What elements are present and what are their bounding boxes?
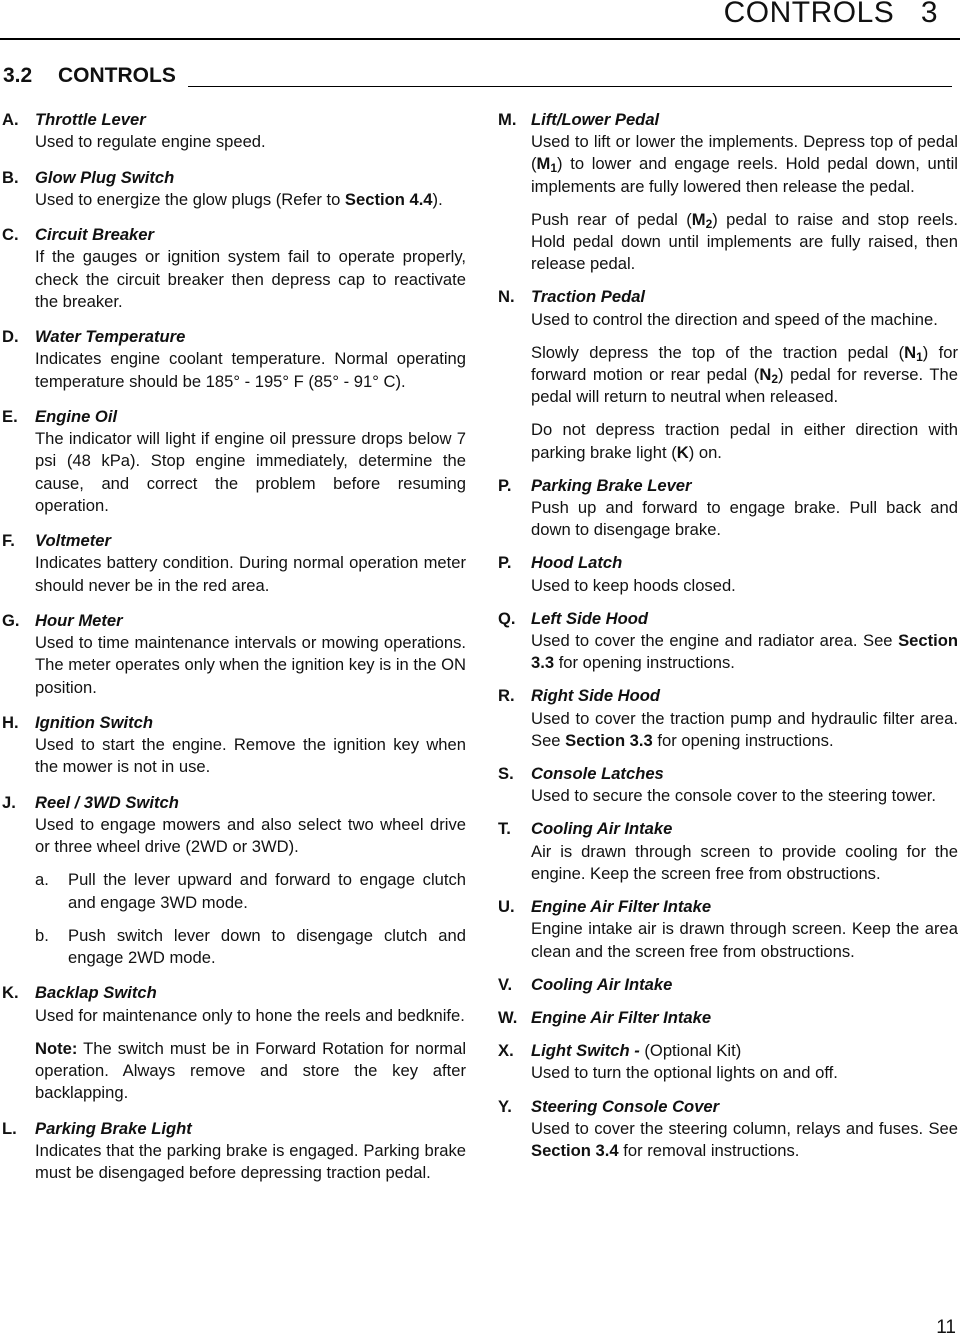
symbol-subscript: 1	[916, 349, 923, 364]
item-title: Engine Air Filter Intake	[531, 1007, 712, 1027]
item-letter: E.	[2, 406, 18, 426]
item-title: Light Switch -	[531, 1041, 640, 1061]
item-description: The indicator will light if engine oil pressure drops below 7 psi (48 kPa). Stop engine immediately, determine the cause, and correct the problem before resuming operation.	[35, 429, 466, 515]
item-letter: C.	[2, 225, 19, 245]
item-title: Ignition Switch	[35, 712, 153, 732]
control-item-backlap-switch	[0, 982, 466, 1104]
page-number: 11	[936, 1317, 956, 1338]
item-letter: P.	[498, 553, 512, 573]
item-title: Parking Brake Lever	[531, 475, 692, 495]
item-description: Used to regulate engine speed.	[35, 132, 266, 152]
pedal-symbol	[759, 365, 779, 387]
note-text: The switch must be in Forward Rotation for normal operation. Always remove and store the key after backlapping.	[35, 1038, 466, 1103]
description-text: ).	[432, 189, 443, 209]
item-letter: H.	[2, 712, 19, 732]
note-label: Note:	[35, 1038, 78, 1058]
item-letter: N.	[498, 287, 515, 307]
left-column	[0, 109, 466, 1197]
item-title: Circuit Breaker	[35, 225, 154, 245]
item-title: Glow Plug Switch	[35, 167, 175, 187]
item-title: Console Latches	[531, 764, 664, 784]
item-letter: Q.	[498, 608, 516, 628]
control-item-traction-pedal	[496, 286, 958, 463]
item-description: Used for maintenance only to hone the reels and bedknife.	[35, 1005, 465, 1025]
item-title: Left Side Hood	[531, 608, 649, 628]
item-description: Indicates battery condition. During normal operation meter should never be in the red area.	[35, 553, 466, 595]
item-title: Voltmeter	[35, 531, 111, 551]
item-letter: Y.	[498, 1096, 512, 1116]
pedal-symbol	[692, 210, 713, 229]
sub-step-b	[35, 925, 466, 969]
control-item-cooling-air-intake-v	[496, 974, 958, 996]
header-rule	[0, 38, 960, 40]
item-letter: D.	[2, 327, 19, 347]
symbol-letter: N	[904, 342, 917, 362]
item-title: Water Temperature	[35, 327, 186, 347]
item-description: Used to engage mowers and also select two wheel drive or three wheel drive (2WD or 3WD).	[35, 814, 466, 857]
description-text: Used to cover the traction pump and hydraulic filter area. See	[531, 708, 958, 750]
section-reference: Section 3.3	[565, 730, 653, 750]
section-rule	[188, 86, 952, 87]
description-text: for opening instructions.	[652, 730, 834, 750]
control-item-engine-oil	[0, 406, 466, 517]
right-column	[496, 109, 958, 1173]
item-title: Throttle Lever	[35, 110, 146, 129]
item-title-suffix: (Optional Kit)	[639, 1041, 742, 1061]
item-letter: F.	[2, 531, 15, 551]
description-text: Push rear of pedal (	[531, 209, 692, 229]
item-letter: X.	[498, 1041, 514, 1061]
control-item-hour-meter	[0, 610, 466, 699]
section-number: 3.2	[3, 64, 33, 87]
item-letter: A.	[2, 110, 19, 129]
control-item-console-latches	[496, 763, 958, 807]
item-letter: J.	[2, 792, 16, 812]
control-item-cooling-air-intake	[496, 818, 958, 885]
control-item-light-switch	[496, 1040, 958, 1084]
control-item-steering-console-cover	[496, 1096, 958, 1163]
item-description: Air is drawn through screen to provide cooling for the engine. Keep the screen free from obstructions.	[531, 841, 958, 883]
item-description	[531, 131, 958, 198]
description-text: Used to cover the engine and radiator area. See	[531, 631, 899, 651]
sub-step-text: Push switch lever down to disengage clutch and engage 2WD mode.	[68, 925, 466, 967]
control-item-water-temperature	[0, 326, 466, 393]
control-item-parking-brake-light	[0, 1118, 466, 1185]
item-title: Lift/Lower Pedal	[531, 110, 660, 129]
item-description: Indicates engine coolant temperature. Normal operating temperature should be 185° - 195° F (85° - 91° C).	[35, 349, 466, 391]
item-description: Used to control the direction and speed of the machine.	[531, 309, 938, 329]
section-heading	[0, 62, 960, 92]
item-title: Hour Meter	[35, 610, 123, 630]
item-title: Hood Latch	[531, 553, 623, 573]
item-description: Push up and forward to engage brake. Pull back and down to disengage brake.	[531, 498, 958, 540]
control-item-circuit-breaker	[0, 224, 466, 313]
item-title-line	[531, 1040, 958, 1062]
item-letter: B.	[2, 167, 19, 187]
control-item-parking-brake-lever	[496, 475, 958, 542]
item-description	[531, 342, 958, 409]
description-text: ) on.	[688, 442, 722, 462]
page-header	[0, 0, 960, 40]
symbol-subscript: 1	[550, 161, 558, 176]
control-item-lift-lower-pedal	[496, 109, 958, 275]
description-text: for removal instructions.	[618, 1140, 800, 1160]
item-description	[531, 419, 958, 463]
chapter-number: 3	[920, 0, 938, 29]
section-reference: Section 3.4	[531, 1140, 619, 1160]
item-title: Right Side Hood	[531, 686, 661, 706]
item-description	[531, 708, 958, 752]
item-letter: V.	[498, 974, 513, 994]
item-letter: G.	[2, 610, 20, 630]
description-text: ) to lower and engage reels. Hold pedal down, until implements are fully lowered then release the pedal.	[531, 154, 958, 196]
control-item-engine-air-filter-intake-w	[496, 1007, 958, 1029]
control-item-engine-air-filter-intake	[496, 896, 958, 963]
item-description	[531, 630, 958, 674]
chapter-title: CONTROLS	[723, 0, 895, 29]
item-title: Steering Console Cover	[531, 1096, 720, 1116]
item-description: Used to time maintenance intervals or mowing operations. The meter operates only when the ignition key is in the ON position.	[35, 633, 466, 697]
item-title: Parking Brake Light	[35, 1118, 192, 1138]
note-paragraph	[35, 1038, 466, 1105]
light-symbol: K	[676, 442, 689, 462]
item-description	[35, 189, 466, 211]
control-item-throttle-lever	[0, 109, 466, 153]
pedal-symbol	[904, 343, 923, 362]
item-description: Used to secure the console cover to the steering tower.	[531, 786, 936, 806]
symbol-letter: M	[536, 154, 551, 174]
item-letter: U.	[498, 897, 515, 917]
symbol-subscript: 2	[771, 372, 779, 387]
control-item-ignition-switch	[0, 712, 466, 779]
section-reference: Section 3.3	[531, 631, 958, 673]
control-item-left-side-hood	[496, 608, 958, 675]
item-description: Used to start the engine. Remove the ignition key when the mower is not in use.	[35, 735, 466, 777]
control-item-hood-latch	[496, 552, 958, 596]
section-reference: Section 4.4	[344, 189, 433, 209]
item-letter: K.	[2, 983, 19, 1003]
item-title: Backlap Switch	[35, 983, 157, 1003]
pedal-symbol	[536, 154, 558, 176]
sub-step-text: Pull the lever upward and forward to engage clutch and engage 3WD mode.	[68, 870, 466, 912]
control-item-reel-3wd-switch	[0, 792, 466, 969]
symbol-letter: N	[759, 365, 772, 385]
sub-step-a	[35, 869, 466, 913]
running-header	[724, 0, 938, 30]
sub-step-letter: a.	[35, 870, 49, 890]
item-title: Engine Oil	[35, 406, 118, 426]
control-item-glow-plug-switch	[0, 167, 466, 211]
description-text: Used to cover the steering column, relays and fuses. See	[531, 1118, 958, 1138]
item-title: Cooling Air Intake	[531, 974, 673, 994]
item-title: Traction Pedal	[531, 287, 646, 307]
control-item-right-side-hood	[496, 685, 958, 752]
item-letter: P.	[498, 475, 512, 495]
item-letter: R.	[498, 686, 515, 706]
description-text: Used to energize the glow plugs (Refer to	[35, 189, 345, 209]
item-title: Cooling Air Intake	[531, 819, 673, 839]
description-text: for opening instructions.	[554, 653, 735, 673]
item-letter: L.	[2, 1118, 17, 1138]
control-item-voltmeter	[0, 530, 466, 597]
symbol-letter: M	[691, 209, 706, 229]
item-letter: T.	[498, 819, 511, 839]
description-text: Slowly depress the top of the traction pedal (	[531, 342, 905, 362]
description-text: ) pedal to raise and stop reels. Hold pedal down until implements are fully raised, then release pedal.	[531, 209, 958, 274]
item-letter: M.	[498, 110, 517, 129]
item-description: Engine intake air is drawn through screen. Keep the area clean and the screen free from obstructions.	[531, 919, 958, 961]
item-title: Engine Air Filter Intake	[531, 897, 712, 917]
item-letter: S.	[498, 764, 514, 784]
item-letter: W.	[498, 1007, 518, 1027]
sub-step-letter: b.	[35, 925, 49, 945]
item-description: Used to keep hoods closed.	[531, 575, 736, 595]
symbol-subscript: 2	[705, 216, 713, 231]
description-text: ) pedal for reverse. The pedal will return to neutral when released.	[531, 365, 958, 407]
item-description: If the gauges or ignition system fail to operate properly, check the circuit breaker then depress cap to reactivate the breaker.	[35, 247, 466, 311]
item-description: Indicates that the parking brake is engaged. Parking brake must be disengaged before depressing traction pedal.	[35, 1140, 466, 1182]
description-text: Used to lift or lower the implements. Depress top of pedal (	[531, 132, 958, 174]
section-title: CONTROLS	[58, 64, 176, 87]
item-description	[531, 1118, 958, 1162]
item-description	[531, 209, 958, 276]
description-text: Do not depress traction pedal in either direction with parking brake light (	[531, 420, 958, 462]
item-description: Used to turn the optional lights on and off.	[531, 1063, 838, 1083]
item-title: Reel / 3WD Switch	[35, 792, 179, 812]
description-text: ) for forward motion or rear pedal (	[531, 342, 958, 385]
